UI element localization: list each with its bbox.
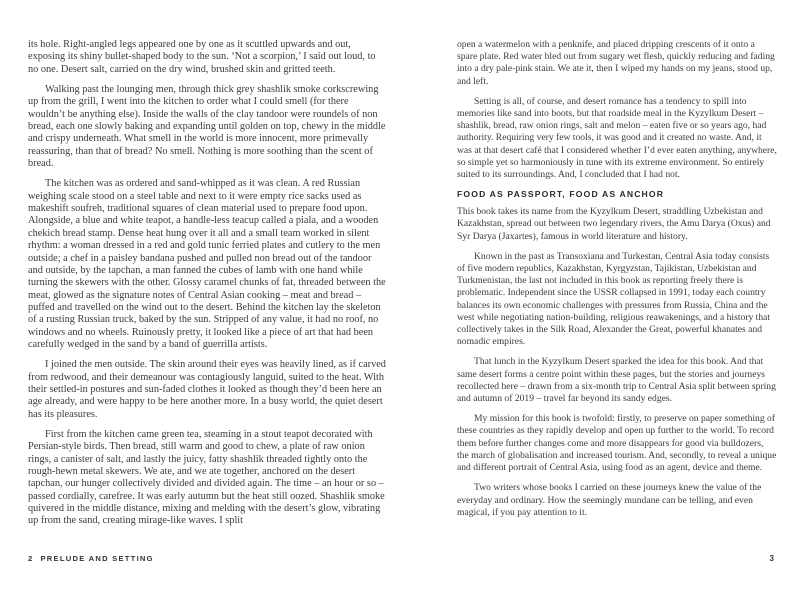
right-page-text-column [457,39,777,527]
left-page-footer [28,554,154,563]
paragraph: First from the kitchen came green tea, steaming in a stout teapot decorated with Persian-style birds. Then bread, still warm and good to chew, a plate of raw onion rings, a canister of salt, and lastly the juicy, fatty shashlik threaded tightly onto the rough-hewn metal skewers. We ate, and we ate together, anchored on the desert tapchan, our hunger collectively divided and divided again. The time – an hour or so – passed cordially, carefree. It was early autumn but the heat still oozed. Shashlik smoke quivered in the middle distance, mixing and melding with the desert’s glow, vibrating up from the sand, creating mirage-like waves. I split [28,428,385,527]
paragraph: My mission for this book is twofold: firstly, to preserve on paper something of these countries as they rapidly develop and open up further to the world. To record them before further changes come and more disappears for good via bulldozers, the march of globalisation and increased tourism. And, secondly, to reveal a unique and different portrait of Central Asia, using food as an agent, device and theme. [457,413,777,474]
paragraph: I joined the men outside. The skin around their eyes was heavily lined, as if carved from redwood, and their demeanour was contagiously languid, suited to the heat. With their settled-in postures and sun-faded clothes it looked as though they’d been here an age already, and were happy to be here another more. In a busy world, the quiet desert has its pleasures. [28,359,386,420]
paragraph: That lunch in the Kyzylkum Desert sparked the idea for this book. And that same desert forms a centre point within these pages, but the stories and journeys recollected here – drawn from a six-month trip to Central Asia split between spring and autumn of 2019 – travel far beyond its sandy edges. [457,356,776,405]
paragraph: Two writers whose books I carried on these journeys knew the value of the everyday and ordinary. How the seemingly mundane can be telling, and even magical, if you pay attention to it. [457,482,762,518]
section-heading: FOOD AS PASSPORT, FOOD AS ANCHOR [457,189,665,200]
left-page-text-column [28,39,388,536]
paragraph: Setting is all, of course, and desert romance has a tendency to spill into memories like sand into boots, but that roadside meal in the Kyzylkum Desert – shashlik, bread, raw onion rings, salt and melon – eaten five or so years ago, had authority. Requiring very few tools, it was good and it created no waste. And, it was at that desert café that I considered whether I’d ever eaten anything, anywhere, so simple yet so harmoniously in tune with its extreme environment. So entirely suited to its surroundings. And, I concluded that I had not. [457,95,777,181]
paragraph: Walking past the lounging men, through thick grey shashlik smoke corkscrewing up from the grill, I went into the kitchen to order what I could smell (for there wouldn’t be anything else). Inside the walls of the clay tandoor were roundels of non bread, each one slowly baking and expanding until golden on top, chewy in the middle and crispy underneath. What smell in the world is more innocent, more primevally reassuring, than that of bread? No smell. Nothing is more soothing than the scent of bread. [28,84,386,170]
left-page-number: 2 [28,554,34,563]
paragraph: The kitchen was as ordered and sand-whipped as it was clean. A red Russian weighing scale stood on a steel table and next to it were empty rice sacks used as makeshift soufreh, traditional squares of clean material used to prepare food upon. Alongside, a blue and white teapot, a handle-less teacup called a piala, and a wooden chekich bread stamp. Dense heat hung over it all and a small team worked in silent rhythm: a woman dressed in a red and gold tunic ferried plates and cutlery to the men outside; a chef in a paisley bandana pushed and pulled non bread out of the tandoor and outside, by the tapchan, a man fanned the cubes of lamb with one hand while turning the skewers with the other. Glossy caramel chunks of fat, threaded between the meat, glowed as the signature notes of Central Asian cooking – meat and bread – puffed and travelled on the wind out to the desert. Behind the kitchen lay the skeleton of a rusting Russian truck, baked by the sun. Stripped of any value, it had no roof, no windows and no wheels. Ruinously pretty, it looked like a piece of art that had been carefully wedged in the sand by a band of guerrilla artists. [28,178,386,350]
paragraph: its hole. Right-angled legs appeared one by one as it scuttled upwards and out, exposing its shiny bullet-shaped body to the sun. ‘Not a scorpion,’ I said out loud, to no one. Desert salt, carried on the dry wind, brushed skin and gritted teeth. [28,39,376,75]
right-page-number: 3 [769,554,774,563]
left-footer-section-title: PRELUDE AND SETTING [40,554,154,563]
paragraph: open a watermelon with a penknife, and placed dripping crescents of it onto a spare plate. Red water bled out from sugary wet flesh, quickly reducing and fading into a dry pale-pink stain. We ate it, then I wiped my hands on my jeans, stood up, and left. [457,39,775,87]
paragraph: This book takes its name from the Kyzylkum Desert, straddling Uzbekistan and Kazakhstan, spread out between two legendary rivers, the Amu Darya (Oxus) and Syr Darya (Jaxartes), famous in world literature and history. [457,206,771,242]
paragraph: Known in the past as Transoxiana and Turkestan, Central Asia today consists of five modern republics, Kazakhstan, Kyrgyzstan, Tajikistan, Uzbekistan and Turkmenistan, the last not included in this book as reporting freely there is problematic. Independent since the USSR collapsed in 1991, today each country balances its own economic challenges with pressures from Russia, China and the west while negotiating nation-building, religious reawakenings, and a history that collectively takes in the Silk Road, Alexander the Great, powerful khanates and nomadic empires. [457,250,771,348]
